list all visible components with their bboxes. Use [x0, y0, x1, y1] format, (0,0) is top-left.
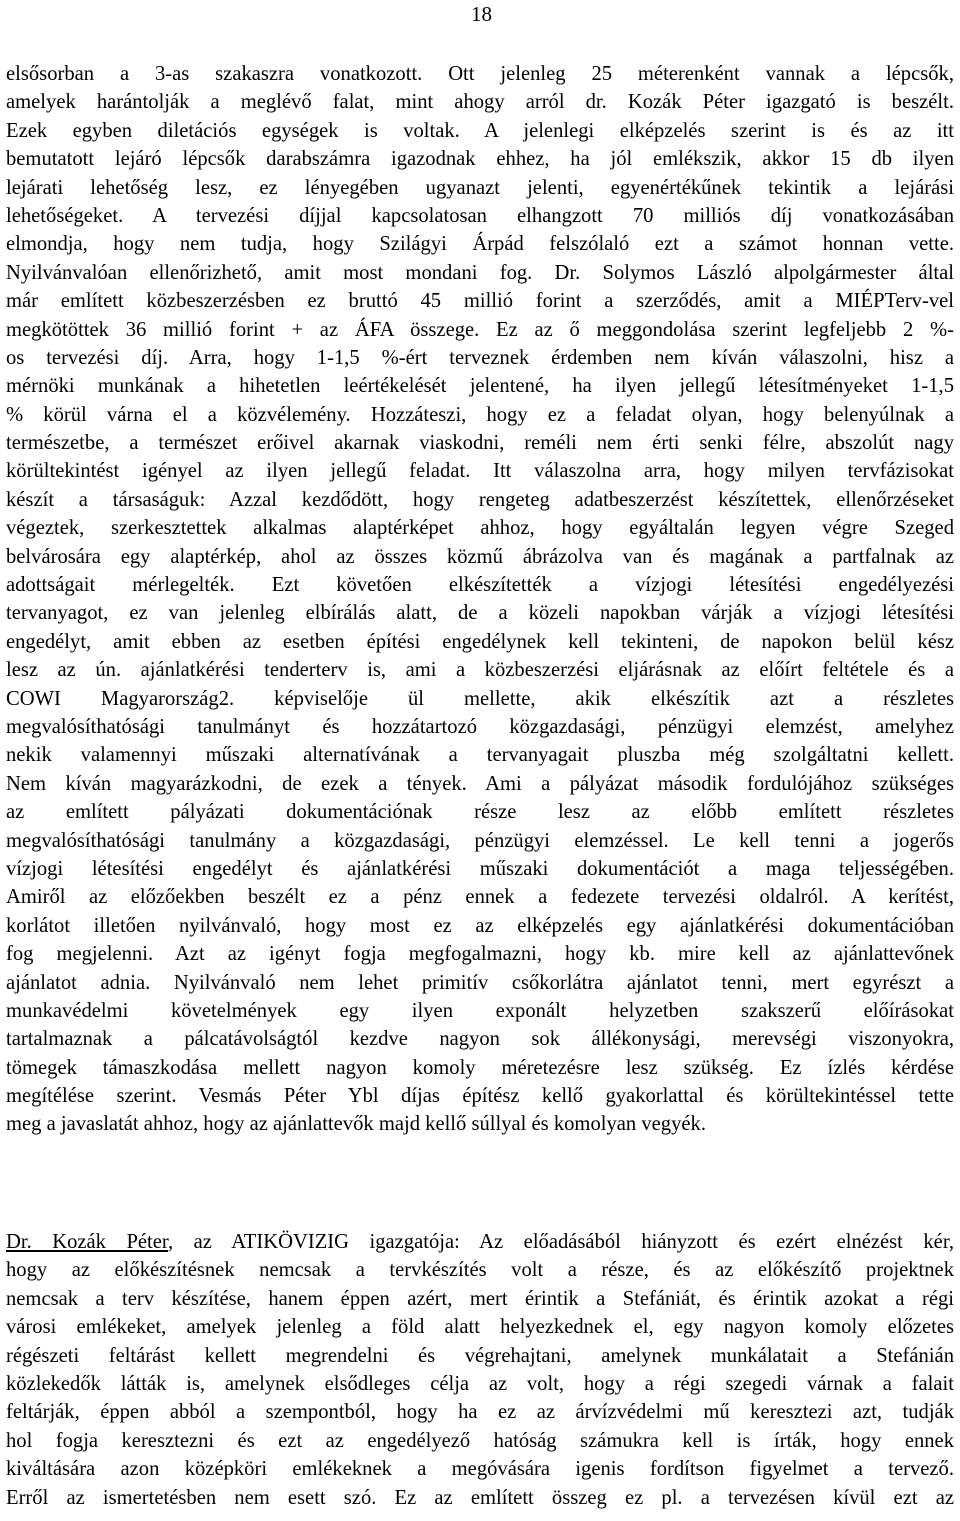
text-line: feltárják, éppen abból a szempontból, hogy ha ez az árvízvédelmi mű keresztezi azt, tudják [6, 1401, 954, 1424]
text-line: lehetőségeket. A tervezési díjjal kapcsolatosan elhangzott 70 milliós díj vonatkozásában [6, 204, 954, 227]
text-line: tartalmaznak a pálcatávolságtól kezdve nagyon sok állékonysági, merevségi viszonyokra, [6, 1028, 954, 1051]
text-line: meg a javaslatát ahhoz, hogy az ajánlattevők majd kellő súllyal és komolyan vegyék. [6, 1113, 706, 1136]
text-line: elmondja, hogy nem tudja, hogy Szilágyi Árpád felszólaló ezt a számot honnan vette. [6, 233, 954, 256]
text-line: készít a társaságuk: Azzal kezdődött, hogy rengeteg adatbeszerzést készítettek, ellenőrzéseket [6, 488, 954, 511]
text-line: megítélése szerint. Vesmás Péter Ybl díjas építész kellő gyakorlattal és körültekintéssel tette [6, 1085, 954, 1108]
text-line: megvalósíthatósági tanulmányt és hozzátartozó közgazdasági, pénzügyi elemzést, amelyhez [6, 715, 954, 738]
paragraph-continued [6, 60, 954, 1139]
text-line: munkavédelmi követelmények egy ilyen exponált helyzetben szakszerű előírásokat [6, 999, 954, 1022]
text-line: Erről az ismertetésben nem esett szó. Ez az említett összeg ez pl. a tervezésen kívül ezt az [6, 1486, 954, 1509]
text-line [6, 1228, 954, 1256]
text-line: Nem kíván magyarázkodni, de ezek a tények. Ami a pályázat második fordulójához szükséges [6, 772, 954, 795]
text-line: közlekedők látták is, amelynek elsődleges célja az volt, hogy a régi szegedi várnak a falait [6, 1372, 954, 1395]
paragraph-speaker-kozak [6, 1228, 954, 1512]
text-line: belvárosára egy alaptérkép, ahol az összes közmű ábrázolva van és magának a partfalnak az [6, 545, 954, 568]
text-line: % körül várna el a közvélemény. Hozzáteszi, hogy ez a feladat olyan, hogy belenyúlnak a [6, 403, 954, 426]
text-line: bemutatott lejáró lépcsők darabszámra igazodnak ehhez, ha jól emlékszik, akkor 15 db ilyen [6, 148, 954, 171]
text-line: os tervezési díj. Arra, hogy 1-1,5 %-ért terveznek érdemben nem kíván válaszolni, hisz a [6, 346, 954, 369]
text-line: Amiről az előzőekben beszélt ez a pénz ennek a fedezete tervezési oldalról. A kerítést, [6, 886, 954, 909]
text-line: tervanyagot, ez van jelenleg elbírálás alatt, de a közeli napokban várják a vízjogi létesítési [6, 602, 954, 625]
text-line: mérnöki munkának a hihetetlen leértékelését jelentené, ha ilyen jellegű létesítményeket 1-1,5 [6, 375, 954, 398]
text-line: körültekintést igényel az ilyen jellegű feladat. Itt válaszolna arra, hogy milyen tervfázisokat [6, 460, 954, 483]
page-number: 18 [471, 2, 492, 26]
text-line: kiváltására azon középköri emlékeknek a megóvására igenis fordítson figyelmet a tervező. [6, 1458, 954, 1481]
text-line: COWI Magyarország2. képviselője ül mellette, akik elkészítik azt a részletes [6, 687, 954, 710]
text-line: tömegek támaszkodása mellett nagyon komoly méretezésre lesz szükség. Ez ízlés kérdése [6, 1056, 954, 1079]
text-line: az említett pályázati dokumentációnak része lesz az előbb említett részletes [6, 801, 954, 824]
text-line: amelyek harántolják a meglévő falat, mint ahogy arról dr. Kozák Péter igazgató is beszélt. [6, 91, 954, 114]
text-line: fog megjelenni. Azt az igényt fogja megfogalmazni, hogy kb. mire kell az ajánlattevőnek [6, 943, 954, 966]
text-line: nekik valamennyi műszaki alternatívának a tervanyagait pluszba még szolgáltatni kellett. [6, 744, 954, 767]
text-line: hol fogja keresztezni és ezt az engedélyező hatóság számukra kell is írták, hogy ennek [6, 1429, 954, 1452]
text-line: megvalósíthatósági tanulmány a közgazdasági, pénzügyi elemzéssel. Le kell tenni a jogerős [6, 829, 954, 852]
text-line: városi emlékeket, amelyek jelenleg a föld alatt helyezkednek el, egy nagyon komoly előzetes [6, 1316, 954, 1339]
text-line: korlátot illetően nyilvánvaló, hogy most ez az elképzelés egy ajánlatkérési dokumentációban [6, 914, 954, 937]
text-line: Ezek egyben diletációs egységek is voltak. A jelenlegi elképzelés szerint is és az itt [6, 119, 954, 142]
text-line: elsősorban a 3-as szakaszra vonatkozott. Ott jelenleg 25 méterenként vannak a lépcsők, [6, 63, 954, 85]
text-line: végeztek, szerkesztettek alkalmas alaptérképet ahhoz, hogy egyáltalán legyen végre Szeged [6, 517, 954, 540]
text-line: már említett közbeszerzésben ez bruttó 45 millió forint a szerződés, amit a MIÉPTerv-vel [6, 290, 954, 313]
text-line: megkötöttek 36 millió forint + az ÁFA összege. Ez az ő meggondolása szerint legfeljebb 2 %- [6, 318, 954, 341]
speaker-intro-text: , az ATIKÖVIZIG igazgatója: Az előadásából hiányzott és ezért elnézést kér, [167, 1231, 955, 1253]
text-line: vízjogi létesítési engedélyt és ajánlatkérési műszaki dokumentációt a maga teljességében. [6, 857, 954, 880]
text-line: lejárati lehetőség lesz, ez lényegében ugyanazt jelenti, egyenértékűnek tekintik a lejárási [6, 176, 954, 199]
text-line: nemcsak a terv készítése, hanem éppen azért, mert érintik a Stefániát, és érintik azokat a régi [6, 1287, 954, 1310]
text-line: engedélyt, amit ebben az esetben építési engedélynek kell tekinteni, de napokon belül kész [6, 630, 954, 653]
text-line: ajánlatot adnia. Nyilvánvaló nem lehet primitív csőkorlátra ajánlatot tenni, mert egyrészt a [6, 971, 954, 994]
text-line: Nyilvánvalóan ellenőrizhető, amit most mondani fog. Dr. Solymos László alpolgármester által [6, 261, 954, 284]
text-line: hogy az előkészítésnek nemcsak a tervkészítés volt a része, és az előkészítő projektnek [6, 1259, 954, 1282]
speaker-name: Dr. Kozák Péter [6, 1231, 168, 1253]
text-line: lesz az ún. ajánlatkérési tenderterv is, ami a közbeszerzési eljárásnak az előírt feltétele és a [6, 659, 954, 682]
text-line: természetbe, a természet erőivel akarnak viaskodni, reméli nem érti senki félre, abszolút nagy [6, 432, 954, 455]
text-line: régészeti feltárást kellett megrendelni és végrehajtani, amelynek munkálatait a Stefánián [6, 1344, 954, 1367]
text-line: adottságait mérlegelték. Ezt követően elkészítették a vízjogi létesítési engedélyezési [6, 574, 954, 597]
